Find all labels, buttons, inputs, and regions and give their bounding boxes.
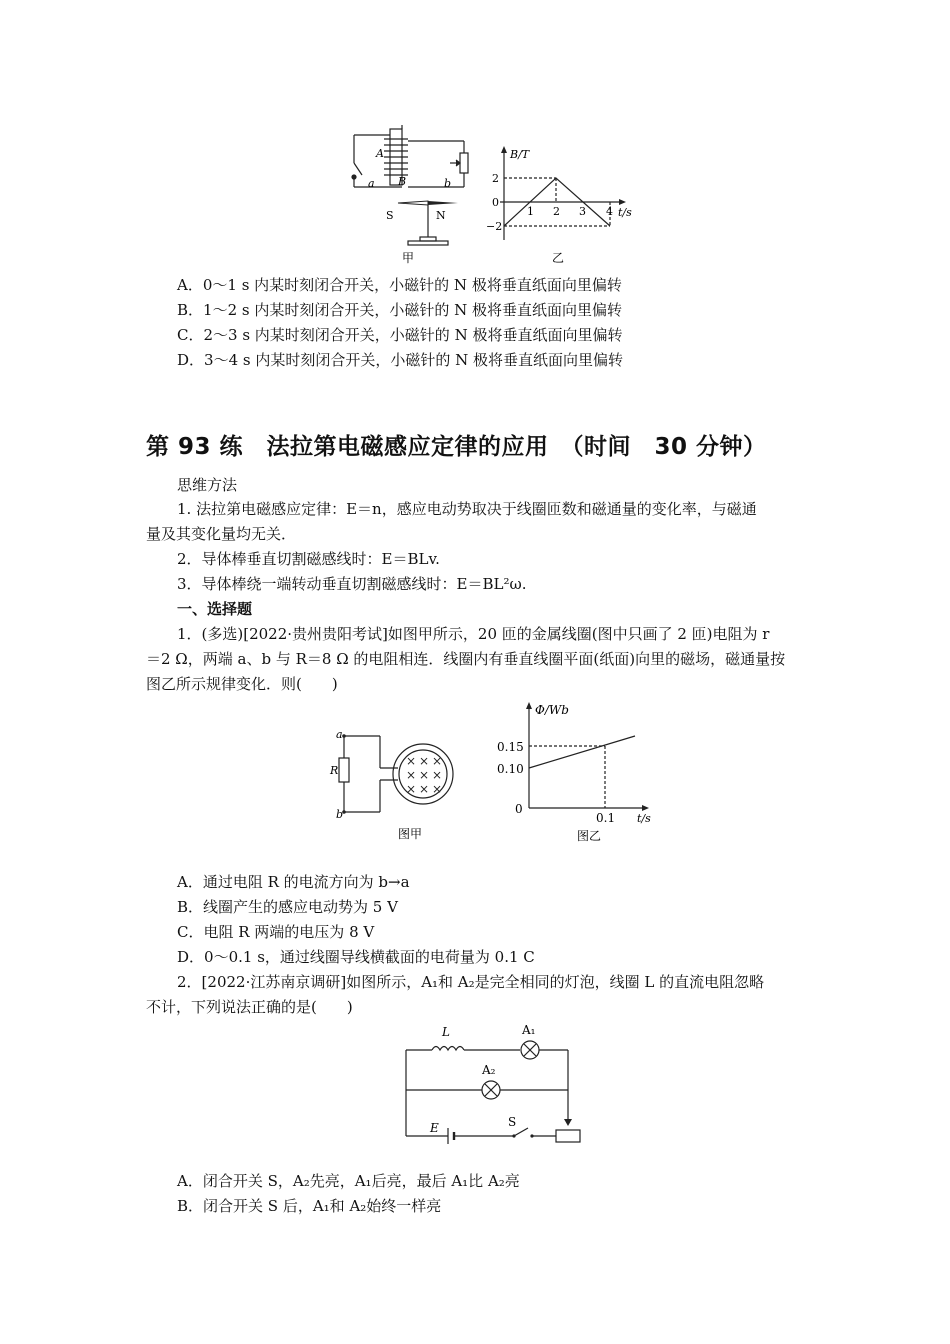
prev-option-a: A．0～1 s 内某时刻闭合开关，小磁针的 N 极将垂直纸面向里偏转 [177, 276, 622, 294]
svg-text:×: × [432, 782, 443, 796]
label-S: S [386, 209, 394, 222]
y-tick-0: 0 [492, 196, 499, 209]
q1-option-a: A．通过电阻 R 的电流方向为 b→a [177, 873, 410, 891]
prev-option-b: B．1～2 s 内某时刻闭合开关，小磁针的 N 极将垂直纸面向里偏转 [177, 301, 623, 319]
svg-text:×: × [406, 754, 417, 768]
q1-x-axis-label: t/s [637, 812, 651, 825]
label-B: B [398, 175, 407, 188]
q1-y-tick-015: 0.15 [497, 740, 524, 754]
x-tick-3: 3 [579, 205, 586, 218]
method-1-line2: 量及其变化量均无关． [146, 525, 297, 543]
label-A: A [376, 147, 384, 160]
q2-label-A2: A₂ [482, 1063, 496, 1077]
q2-line2: 不计，下列说法正确的是( ) [146, 998, 353, 1016]
y-axis-label: B/T [510, 148, 530, 161]
q1-figure-yi [495, 700, 665, 845]
prev-option-d: D．3～4 s 内某时刻闭合开关，小磁针的 N 极将垂直纸面向里偏转 [177, 351, 624, 369]
caption-jia: 甲 [402, 251, 415, 265]
figure-yi-top [482, 140, 642, 265]
label-a: a [368, 177, 375, 190]
prev-option-c: C．2～3 s 内某时刻闭合开关，小磁针的 N 极将垂直纸面向里偏转 [177, 326, 623, 344]
label-N: N [436, 209, 446, 222]
figure-jia-top [340, 125, 490, 265]
q1-label-a: a [336, 728, 343, 741]
svg-text:×: × [419, 782, 430, 796]
q1-label-b: b [336, 808, 344, 821]
y-tick-neg2: −2 [486, 220, 503, 233]
svg-text:×: × [419, 754, 430, 768]
part-heading: 一、选择题 [177, 600, 253, 618]
q1-x-tick-01: 0.1 [596, 811, 616, 825]
q1-option-d: D．0～0.1 s，通过线圈导线横截面的电荷量为 0.1 C [177, 948, 535, 966]
svg-text:×: × [406, 768, 417, 782]
q2-option-a: A．闭合开关 S，A₂先亮，A₁后亮，最后 A₁比 A₂亮 [177, 1172, 520, 1190]
x-axis-label: t/s [618, 206, 632, 219]
q1-y-tick-010: 0.10 [497, 762, 524, 776]
q2-circuit-figure [398, 1022, 588, 1147]
method-1-line1: 1. 法拉第电磁感应定律：E＝n，感应电动势取决于线圈匝数和磁通量的变化率，与磁通 [177, 500, 757, 518]
label-b: b [444, 177, 452, 190]
q2-label-L: L [442, 1025, 450, 1039]
q1-label-R: R [330, 764, 339, 777]
q2-label-A1: A₁ [522, 1023, 536, 1037]
q1-line2: ＝2 Ω，两端 a、b 与 R＝8 Ω 的电阻相连．线圈内有垂直线圈平面(纸面)向里的磁场，磁通量按 [146, 650, 786, 668]
section-title: 第 93 练 法拉第电磁感应定律的应用 （时间 30 分钟） [146, 434, 767, 460]
method-heading: 思维方法 [177, 476, 238, 494]
q1-figure-jia [328, 722, 478, 847]
caption-yi: 乙 [552, 251, 565, 265]
svg-text:×: × [406, 782, 417, 796]
q1-y-tick-0: 0 [515, 802, 523, 816]
q1-option-b: B．线圈产生的感应电动势为 5 V [177, 898, 398, 916]
q2-line1: 2．[2022·江苏南京调研]如图所示，A₁和 A₂是完全相同的灯泡，线圈 L 的直流电阻忽略 [177, 973, 765, 991]
q2-label-S: S [508, 1115, 517, 1129]
method-3: 3．导体棒绕一端转动垂直切割磁感线时：E＝BL²ω. [177, 575, 527, 593]
q1-caption-yi: 图乙 [577, 829, 602, 843]
q1-y-axis-label: Φ/Wb [535, 703, 569, 717]
y-tick-2: 2 [492, 172, 499, 185]
q2-label-E: E [430, 1121, 439, 1135]
q1-line1: 1．(多选)[2022·贵州贵阳考试]如图甲所示，20 匝的金属线圈(图中只画了 2 匝)电阻为 r [177, 625, 770, 643]
method-2: 2．导体棒垂直切割磁感线时：E＝BLv. [177, 550, 440, 568]
q1-line3: 图乙所示规律变化．则( ) [146, 675, 338, 693]
svg-text:×: × [432, 754, 443, 768]
q1-caption-jia: 图甲 [398, 827, 423, 841]
q1-option-c: C．电阻 R 两端的电压为 8 V [177, 923, 375, 941]
x-tick-1: 1 [527, 205, 534, 218]
x-tick-2: 2 [553, 205, 560, 218]
svg-text:×: × [419, 768, 430, 782]
svg-text:×: × [432, 768, 443, 782]
q2-option-b: B．闭合开关 S 后，A₁和 A₂始终一样亮 [177, 1197, 442, 1215]
x-tick-4: 4 [606, 205, 613, 218]
